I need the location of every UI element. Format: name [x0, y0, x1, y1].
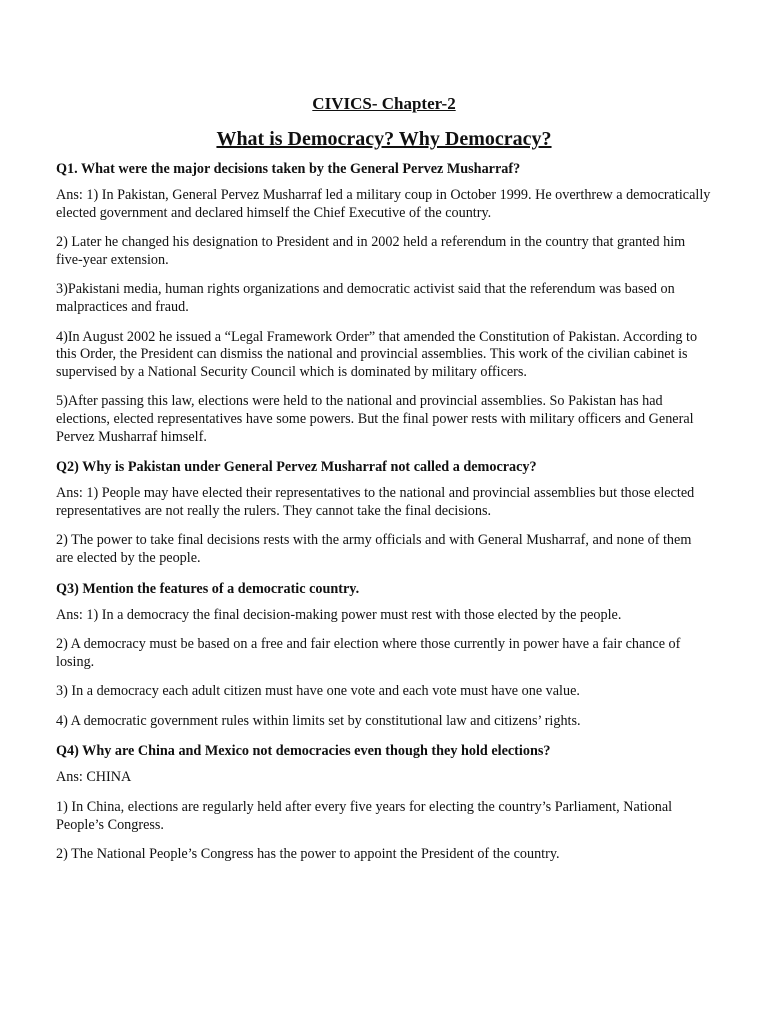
answer-paragraph: 2) The National People’s Congress has the power to appoint the President of the country.	[56, 846, 560, 863]
answer-paragraph: Ans: 1) People may have elected their representatives to the national and provincial assemblies but those elected representatives are not really the rulers. They cannot take the final decisions.	[56, 485, 695, 519]
answer-paragraph: Ans: CHINA	[56, 769, 132, 786]
chapter-heading: CIVICS- Chapter-2	[312, 94, 456, 113]
answer-paragraph: 1) In China, elections are regularly held after every five years for electing the country’s Parliament, National People’s Congress.	[56, 799, 673, 833]
question-q2: Q2) Why is Pakistan under General Pervez Musharraf not called a democracy?	[56, 459, 537, 476]
answer-paragraph: 4) A democratic government rules within limits set by constitutional law and citizens’ rights.	[56, 712, 581, 729]
page-title: What is Democracy? Why Democracy?	[216, 128, 552, 150]
question-q4: Q4) Why are China and Mexico not democracies even though they hold elections?	[56, 743, 551, 760]
answer-paragraph: 5)After passing this law, elections were held to the national and provincial assemblies. So Pakistan has had elections, elected representatives have some powers. But the final power rests with military officers and General Pervez Musharraf himself.	[56, 393, 694, 445]
answer-paragraph: 4)In August 2002 he issued a “Legal Framework Order” that amended the Constitution of Pakistan. According to this Order, the President can dismiss the national and provincial assemblies. This work of the civilian cabinet is supervised by a National Security Council which is dominated by military officers.	[56, 328, 698, 380]
answer-paragraph: 3) In a democracy each adult citizen must have one vote and each vote must have one value.	[56, 683, 580, 700]
answer-paragraph: 2) Later he changed his designation to President and in 2002 held a referendum in the country that granted him five-year extension.	[56, 234, 686, 268]
answer-paragraph: Ans: 1) In a democracy the final decision-making power must rest with those elected by the people.	[56, 606, 622, 623]
answer-paragraph: Ans: 1) In Pakistan, General Pervez Musharraf led a military coup in October 1999. He overthrew a democratically elected government and declared himself the Chief Executive of the country.	[56, 187, 711, 221]
question-q1: Q1. What were the major decisions taken by the General Pervez Musharraf?	[56, 161, 521, 177]
question-q3: Q3) Mention the features of a democratic country.	[56, 580, 360, 597]
answer-paragraph: 2) The power to take final decisions rests with the army officials and with General Musharraf, and none of them are elected by the people.	[56, 532, 692, 566]
answer-paragraph: 3)Pakistani media, human rights organizations and democratic activist said that the referendum was based on malpractices and fraud.	[56, 281, 675, 315]
answer-paragraph: 2) A democracy must be based on a free and fair election where those currently in power have a fair chance of losing.	[56, 636, 681, 670]
